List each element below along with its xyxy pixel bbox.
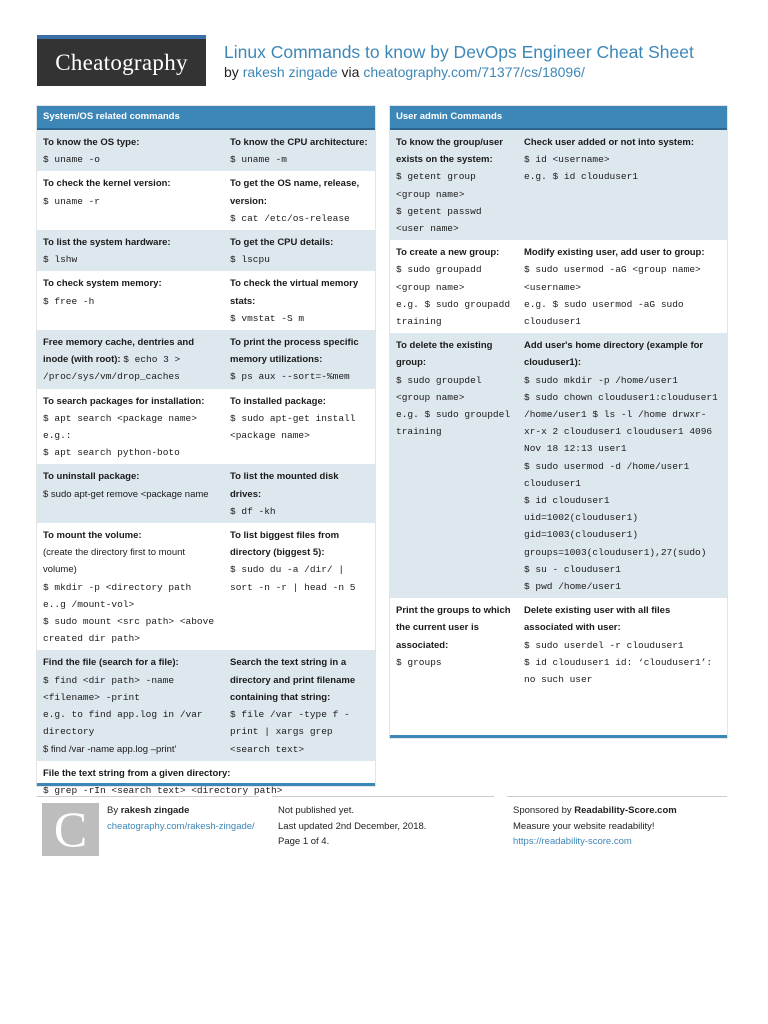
command-entry (37, 230, 224, 271)
command-entry (37, 130, 224, 171)
command-code: e.g. $ sudo groupadd training (396, 298, 516, 328)
command-entry (390, 130, 518, 240)
command-code: $ grep -rIn <search text> <directory path> (43, 784, 283, 796)
command-entry (390, 333, 518, 598)
command-code: $ sudo apt-get install <package name> (230, 412, 362, 442)
command-code: $ getent passwd <user name> (396, 205, 488, 235)
command-code: $ uname -r (43, 195, 101, 207)
command-code: $ sudo mkdir -p /home/user1 (524, 374, 678, 386)
command-note: $ sudo apt-get remove <package name (43, 488, 209, 500)
command-entry (37, 171, 224, 230)
command-entry (390, 598, 518, 691)
command-heading: To installed package: (230, 395, 326, 407)
command-entry (224, 330, 375, 389)
command-code: $ cat /etc/os-release (230, 212, 350, 224)
table-row (390, 598, 727, 691)
command-code: $ uname -m (230, 154, 288, 166)
footer-author-name[interactable]: rakesh zingade (120, 805, 190, 816)
command-code: $ sudo userdel -r clouduser1 (524, 639, 684, 651)
table-row (37, 523, 375, 650)
command-heading: To check system memory: (43, 278, 162, 290)
published-status: Not published yet. (278, 805, 355, 816)
command-code: e.g. $ id clouduser1 (524, 171, 639, 183)
command-note: $ find /var -name app.log –print' (43, 743, 177, 755)
table-row (37, 464, 375, 523)
command-code: $ file /var -type f -print | xargs grep <search text> (230, 709, 350, 755)
command-code: $ lscpu (230, 254, 270, 266)
sponsor-name[interactable]: Readability-Score.com (574, 805, 677, 816)
command-code: $ apt search python-boto (43, 447, 180, 459)
command-entry (224, 389, 375, 465)
command-code: e.g. $ sudo usermod -aG sudo clouduser1 (524, 298, 690, 328)
command-entry (37, 330, 224, 389)
table-row (390, 333, 727, 598)
table-row (37, 389, 375, 465)
command-heading: Print the groups to which the current user is associated: (396, 605, 511, 651)
command-code: $ sudo chown clouduser1:clouduser1 /home/user1 $ ls -l /home drwxr-xr-x 2 clouduser1 clouduser1 4096 Nov 18 12:13 user1 (524, 391, 724, 455)
command-heading: File the text string from a given directory: (43, 767, 231, 779)
command-heading: To check the kernel version: (43, 178, 171, 190)
command-code: e.g. $ sudo groupdel training (396, 409, 516, 438)
command-heading: To list biggest files from directory (biggest 5): (230, 530, 340, 559)
command-entry (518, 240, 727, 333)
command-code: $ ps aux --sort=-%mem (230, 371, 350, 383)
sponsor-url[interactable]: https://readability-score.com (513, 836, 632, 847)
command-heading: To print the process specific memory utilizations: (230, 337, 359, 366)
command-code: $ pwd /home/user1 (524, 581, 621, 593)
command-code: $ sudo groupadd <group name> (396, 264, 488, 293)
command-heading: To check the virtual memory stats: (230, 278, 359, 307)
command-heading: To list the system hardware: (43, 237, 171, 249)
command-heading: Modify existing user, add user to group: (524, 247, 705, 259)
command-heading: Delete existing user with all files associated with user: (524, 605, 671, 634)
command-code: $ groups (396, 656, 442, 668)
command-heading: Find the file (search for a file): (43, 657, 179, 669)
command-heading: To get the CPU details: (230, 237, 334, 249)
command-code: $ sudo usermod -d /home/user1 clouduser1 (524, 460, 696, 489)
command-code: $ uname -o (43, 154, 101, 166)
command-entry (37, 464, 224, 523)
command-code: $ find <dir path> -name <filename> -print (43, 674, 180, 703)
command-heading: Add user's home directory (example for clouduser1): (524, 340, 704, 369)
by-label: by (224, 64, 239, 80)
command-code: $ lshw (43, 254, 78, 266)
command-code: $ vmstat -S m (230, 312, 305, 324)
avatar-letter: C (53, 801, 88, 857)
table-row (390, 130, 727, 240)
user-admin-section (390, 106, 727, 738)
section-title: User admin Commands (390, 106, 727, 130)
footer-by-label: By (107, 805, 119, 816)
command-code: e.g.: (43, 430, 72, 442)
footer-author (37, 796, 259, 866)
command-code: /proc/sys/vm/drop_caches (43, 371, 180, 383)
command-heading: Free memory cache, dentries and inode (with root): (43, 337, 195, 366)
command-entry (224, 130, 375, 171)
command-code: $ echo 3 > (123, 354, 181, 366)
command-code: $ free -h (43, 295, 95, 307)
command-code: $ apt search <package name> (43, 412, 197, 424)
command-entry (37, 523, 224, 650)
command-heading: To create a new group: (396, 247, 500, 259)
page-number: Page 1 of 4. (278, 836, 330, 847)
command-entry (518, 130, 727, 240)
command-heading: To delete the existing group: (396, 340, 493, 369)
table-row (37, 650, 375, 760)
footer-publish-info (272, 796, 494, 866)
command-rows (390, 130, 727, 691)
command-code: $ id <username> (524, 154, 610, 166)
command-note: (create the directory first to mount volume) (43, 547, 186, 576)
system-os-section (37, 106, 375, 796)
sheet-url-link[interactable]: cheatography.com/71377/cs/18096/ (363, 64, 585, 80)
command-entry (224, 650, 375, 760)
sponsor-label: Sponsored by (513, 805, 572, 816)
sponsor-tagline: Measure your website readability! (513, 820, 655, 832)
command-heading: Check user added or not into system: (524, 137, 694, 148)
author-link[interactable]: rakesh zingade (242, 64, 338, 80)
footer-sponsor (507, 796, 727, 866)
command-entry (37, 389, 224, 465)
table-row (37, 230, 375, 271)
command-heading: To mount the volume: (43, 530, 142, 542)
command-code: $ df -kh (230, 505, 276, 517)
cheatography-logo[interactable] (37, 35, 206, 86)
command-code: $ su - clouduser1 (524, 563, 621, 575)
table-row (37, 271, 375, 330)
table-row (37, 171, 375, 230)
command-heading: To know the group/user exists on the system: (396, 137, 503, 166)
command-entry (37, 271, 224, 330)
command-heading: To search packages for installation: (43, 395, 205, 407)
section-title: System/OS related commands (37, 106, 375, 130)
command-code: e.g. to find app.log in /var directory (43, 709, 209, 738)
logo-text: Cheatography (55, 50, 188, 75)
command-heading: Search the text string in a directory and print filename containing that string: (230, 657, 356, 703)
via-label: via (341, 64, 360, 80)
command-entry (224, 523, 375, 650)
last-updated: Last updated 2nd December, 2018. (278, 820, 427, 832)
command-heading: To list the mounted disk drives: (230, 471, 339, 500)
command-heading: To get the OS name, release, version: (230, 178, 360, 207)
command-entry (518, 333, 727, 598)
command-heading: To know the CPU architecture: (230, 137, 368, 148)
footer-author-url[interactable]: cheatography.com/rakesh-zingade/ (107, 820, 255, 832)
command-entry (224, 171, 375, 230)
command-entry (518, 598, 727, 691)
table-row (37, 330, 375, 389)
command-code: $ id clouduser1 id: ‘clouduser1’: no such user (524, 656, 718, 686)
command-heading: To uninstall package: (43, 471, 140, 483)
command-code: $ getent group <group name> (396, 171, 482, 200)
sheet-title[interactable]: Linux Commands to know by DevOps Engineer Cheat Sheet (224, 42, 694, 62)
table-row (390, 240, 727, 333)
command-code: $ sudo mount <src path> <above created dir path> (43, 616, 220, 645)
command-code: $ sudo groupdel <group name> (396, 374, 488, 403)
command-entry (37, 650, 224, 760)
command-entry (224, 464, 375, 523)
table-row (37, 130, 375, 171)
command-code: $ mkdir -p <directory path e..g /mount-vol> (43, 581, 197, 610)
command-entry (224, 230, 375, 271)
byline (224, 64, 585, 80)
page-footer (37, 796, 727, 866)
command-code: $ id clouduser1 uid=1002(clouduser1) gid=1003(clouduser1) groups=1003(clouduser1),27(sudo) (524, 495, 707, 558)
command-rows (37, 130, 375, 802)
avatar[interactable] (42, 803, 99, 856)
command-code: $ sudo usermod -aG <group name> <username> (524, 264, 707, 293)
command-code: $ sudo du -a /dir/ | sort -n -r | head -n 5 (230, 564, 356, 593)
command-entry (390, 240, 518, 333)
command-entry (224, 271, 375, 330)
command-heading: To know the OS type: (43, 137, 140, 148)
